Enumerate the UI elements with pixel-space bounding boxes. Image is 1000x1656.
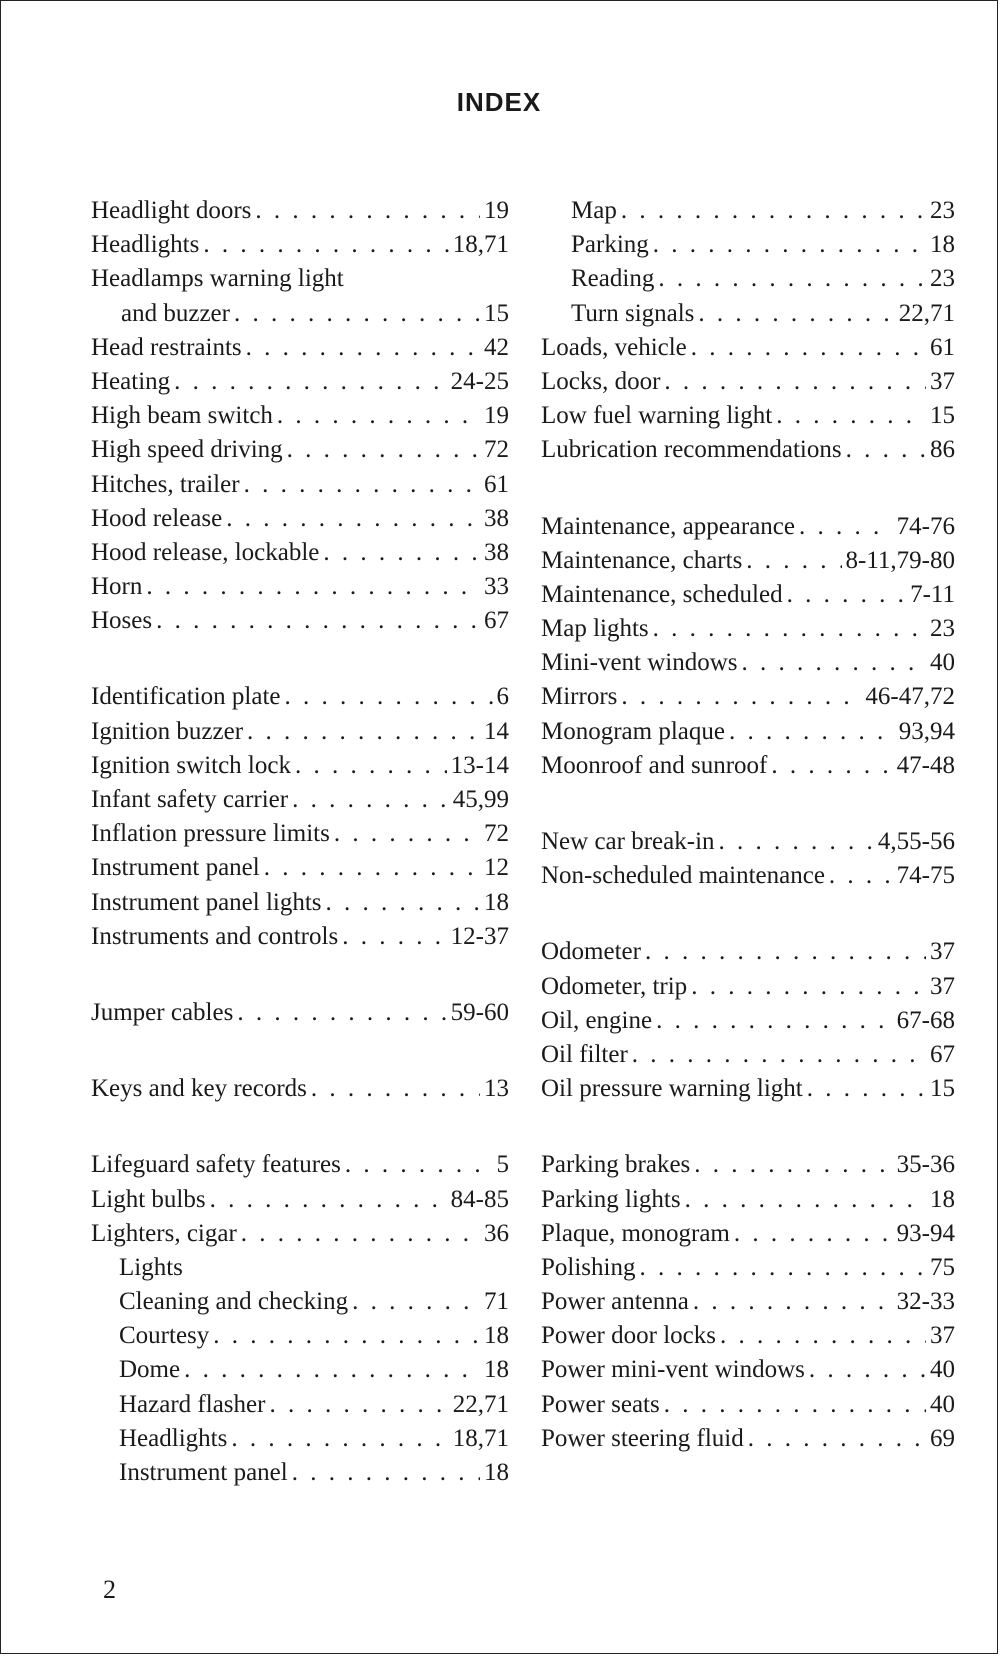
entry-label: Monogram plaque (541, 717, 725, 745)
index-entry (541, 1041, 955, 1075)
index-entry (91, 1356, 509, 1390)
dot-leader (156, 607, 480, 635)
entry-label: Keys and key records (91, 1075, 307, 1103)
entry-label: Mirrors (541, 683, 618, 711)
entry-page-ref: 8-11,79-80 (845, 546, 955, 574)
entry-label: Maintenance, charts (541, 546, 743, 574)
index-entry (541, 752, 955, 786)
dot-leader (799, 513, 893, 541)
index-entry (91, 752, 509, 786)
index-entry (91, 231, 509, 265)
index-entry (541, 1391, 955, 1425)
entry-page-ref: 18 (484, 1356, 509, 1384)
entry-label: Hood release, lockable (91, 538, 320, 566)
dot-leader (719, 828, 874, 856)
entry-page-ref: 15 (484, 299, 509, 327)
index-entry (541, 1186, 955, 1220)
entry-page-ref: 72 (484, 436, 509, 464)
section-gap (541, 786, 955, 828)
dot-leader (694, 1151, 892, 1179)
entry-label: Locks, door (541, 367, 661, 395)
entry-page-ref: 13-14 (450, 751, 509, 779)
dot-leader (746, 547, 841, 575)
dot-leader (639, 1254, 926, 1282)
entry-label: Power seats (541, 1390, 660, 1418)
section-gap (541, 896, 955, 938)
entry-page-ref: 67-68 (896, 1006, 955, 1034)
index-entry (541, 1075, 955, 1109)
entry-label: Power mini-vent windows (541, 1356, 805, 1384)
index-entry (541, 513, 955, 547)
dot-leader (326, 889, 480, 917)
index-entry (541, 402, 955, 436)
entry-page-ref: 12 (484, 854, 509, 882)
entry-label: Instrument panel (119, 1459, 288, 1486)
entry-page-ref: 59-60 (450, 998, 509, 1026)
index-entry (541, 1322, 955, 1356)
entry-label: Instruments and controls (91, 922, 339, 950)
index-entry (91, 436, 509, 470)
entry-label: Head restraints (91, 333, 242, 361)
entry-page-ref: 19 (484, 402, 509, 430)
dot-leader (277, 402, 480, 430)
entry-page-ref: 93,94 (898, 717, 955, 745)
dot-leader (292, 786, 449, 814)
dot-leader (244, 471, 480, 499)
dot-leader (255, 197, 480, 225)
entry-label: and buzzer (121, 299, 230, 327)
dot-leader (748, 1425, 926, 1453)
entry-label: Headlights (119, 1424, 228, 1452)
dot-leader (226, 505, 480, 533)
index-entry (91, 999, 509, 1033)
index-entry (91, 820, 509, 854)
entry-label: Headlights (91, 231, 200, 259)
entry-page-ref: 61 (930, 333, 955, 361)
entry-label: Moonroof and sunroof (541, 751, 768, 779)
dot-leader (693, 1288, 893, 1316)
entry-label: Reading (571, 265, 655, 293)
entry-page-ref: 6 (496, 683, 509, 711)
index-entry (541, 615, 955, 649)
index-entry (541, 683, 955, 717)
entry-label: Ignition switch lock (91, 751, 291, 779)
index-entry (541, 973, 955, 1007)
entry-page-ref: 22,71 (898, 299, 955, 327)
index-entry (91, 265, 509, 299)
section-gap (91, 1033, 509, 1075)
index-column-right (541, 197, 955, 1459)
entry-page-ref: 74-75 (896, 862, 955, 890)
entry-page-ref: 22,71 (452, 1390, 509, 1418)
index-entry (541, 300, 955, 334)
entry-label: High speed driving (91, 436, 283, 464)
entry-page-ref: 18,71 (452, 1424, 509, 1452)
dot-leader (621, 197, 926, 225)
section-gap (91, 641, 509, 683)
dot-leader (742, 649, 926, 677)
entry-label: Identification plate (91, 683, 281, 711)
entry-page-ref: 38 (484, 538, 509, 566)
entry-page-ref: 4,55-56 (877, 828, 955, 855)
entry-label: Courtesy (119, 1322, 210, 1350)
entry-page-ref: 18 (484, 888, 509, 916)
entry-page-ref: 45,99 (452, 786, 509, 813)
index-entry (91, 1425, 509, 1459)
index-entry (91, 683, 509, 717)
dot-leader (295, 752, 447, 780)
entry-page-ref: 18,71 (452, 231, 509, 259)
index-entry (541, 1288, 955, 1322)
dot-leader (292, 1459, 480, 1487)
entry-page-ref: 37 (930, 367, 955, 395)
dot-leader (685, 1186, 926, 1214)
entry-label: Parking (571, 231, 649, 259)
index-entry (91, 1186, 509, 1220)
entry-page-ref: 18 (930, 231, 955, 259)
dot-leader (334, 820, 480, 848)
entry-label: Instrument panel (91, 854, 260, 882)
index-entry (541, 1151, 955, 1185)
entry-label: Maintenance, appearance (541, 512, 796, 540)
index-entry (91, 539, 509, 573)
dot-leader (146, 573, 480, 601)
entry-label: Power door locks (541, 1322, 716, 1350)
entry-page-ref: 19 (484, 197, 509, 224)
index-entry (541, 1356, 955, 1390)
index-entry (541, 862, 955, 896)
index-entry (91, 1254, 509, 1288)
entry-page-ref: 74-76 (896, 512, 955, 540)
index-entry (541, 547, 955, 581)
dot-leader (231, 1425, 448, 1453)
dot-leader (829, 862, 893, 890)
entry-page-ref: 12-37 (450, 922, 509, 950)
dot-leader (247, 718, 480, 746)
entry-page-ref: 23 (930, 615, 955, 643)
entry-page-ref: 35-36 (896, 1151, 955, 1179)
entry-page-ref: 18 (484, 1459, 509, 1486)
dot-leader (203, 231, 448, 259)
dot-leader (311, 1075, 480, 1103)
entry-label: Headlamps warning light (91, 265, 344, 293)
entry-page-ref: 37 (930, 972, 955, 1000)
dot-leader (776, 402, 926, 430)
dot-leader (234, 300, 480, 328)
index-entry (91, 1459, 509, 1493)
dot-leader (213, 1322, 480, 1350)
dot-leader (621, 683, 861, 711)
dot-leader (285, 683, 493, 711)
page-title: INDEX (456, 87, 542, 117)
dot-leader (664, 1391, 926, 1419)
entry-page-ref: 93-94 (896, 1219, 955, 1247)
entry-label: Loads, vehicle (541, 333, 687, 361)
index-entry (91, 334, 509, 368)
entry-label: Hitches, trailer (91, 470, 240, 498)
entry-page-ref: 37 (930, 938, 955, 966)
index-entry (541, 334, 955, 368)
entry-page-ref: 69 (930, 1424, 955, 1452)
dot-leader (174, 368, 447, 396)
section-gap (91, 1109, 509, 1151)
entry-page-ref: 37 (930, 1322, 955, 1350)
entry-page-ref: 40 (930, 1356, 955, 1384)
section-gap (91, 957, 509, 999)
index-entry (541, 1254, 955, 1288)
entry-label: Power steering fluid (541, 1424, 744, 1452)
entry-page-ref: 32-33 (896, 1288, 955, 1316)
index-entry (541, 368, 955, 402)
index-entry (91, 718, 509, 752)
entry-page-ref: 13 (484, 1075, 509, 1103)
dot-leader (287, 436, 480, 464)
entry-page-ref: 5 (496, 1151, 509, 1179)
index-entry (541, 1425, 955, 1459)
entry-label: Lubrication recommendations (541, 436, 842, 464)
entry-page-ref: 75 (930, 1253, 955, 1281)
entry-label: Map lights (541, 615, 649, 643)
dot-leader (809, 1356, 926, 1384)
entry-page-ref: 40 (930, 649, 955, 677)
index-entry (91, 1322, 509, 1356)
index-entry (91, 368, 509, 402)
dot-leader (658, 265, 926, 293)
entry-label: Low fuel warning light (541, 402, 773, 430)
entry-label: Non-scheduled maintenance (541, 862, 825, 890)
index-entry (91, 402, 509, 436)
dot-leader (184, 1356, 480, 1384)
entry-label: Heating (91, 367, 171, 395)
index-entry (541, 938, 955, 972)
entry-page-ref: 18 (930, 1185, 955, 1213)
index-entry (91, 854, 509, 888)
page-number: 2 (103, 1575, 116, 1604)
index-entry (541, 436, 955, 470)
entry-label: Map (571, 197, 617, 224)
entry-label: Lifeguard safety features (91, 1151, 341, 1179)
entry-label: Light bulbs (91, 1185, 206, 1213)
dot-leader (342, 923, 446, 951)
index-entry (91, 197, 509, 231)
entry-label: Parking lights (541, 1185, 681, 1213)
entry-label: High beam switch (91, 402, 273, 430)
entry-label: Ignition buzzer (91, 717, 244, 745)
entry-label: Parking brakes (541, 1151, 691, 1179)
entry-label: Dome (119, 1356, 181, 1384)
entry-label: Horn (91, 573, 143, 601)
entry-page-ref: 86 (930, 436, 955, 464)
index-entry (541, 718, 955, 752)
entry-page-ref: 18 (484, 1322, 509, 1350)
entry-page-ref: 36 (484, 1219, 509, 1247)
entry-label: Hood release (91, 504, 223, 532)
entry-label: Hoses (91, 607, 153, 635)
entry-page-ref: 24-25 (450, 367, 509, 395)
entry-label: Instrument panel lights (91, 888, 322, 916)
dot-leader (264, 854, 480, 882)
dot-leader (246, 334, 480, 362)
dot-leader (664, 368, 926, 396)
entry-page-ref: 38 (484, 504, 509, 532)
index-entry (91, 505, 509, 539)
index-entry (91, 471, 509, 505)
dot-leader (734, 1220, 893, 1248)
index-entry (91, 573, 509, 607)
entry-label: Oil pressure warning light (541, 1075, 803, 1103)
dot-leader (729, 718, 895, 746)
dot-leader (645, 938, 926, 966)
dot-leader (698, 300, 894, 328)
index-entry (91, 1391, 509, 1425)
index-entry (541, 231, 955, 265)
entry-label: Maintenance, scheduled (541, 580, 783, 608)
entry-label: Cleaning and checking (119, 1288, 349, 1316)
index-entry (91, 1220, 509, 1254)
entry-page-ref: 23 (930, 265, 955, 293)
section-gap (541, 1109, 955, 1151)
dot-leader (345, 1151, 493, 1179)
dot-leader (771, 752, 892, 780)
entry-page-ref: 40 (930, 1390, 955, 1418)
entry-label: Hazard flasher (119, 1390, 266, 1418)
entry-page-ref: 46-47,72 (865, 683, 955, 711)
index-column-left (91, 197, 509, 1493)
index-entry (91, 607, 509, 641)
index-entry (541, 828, 955, 862)
entry-page-ref: 72 (484, 820, 509, 848)
dot-leader (691, 334, 926, 362)
index-entry (541, 1007, 955, 1041)
dot-leader (653, 231, 926, 259)
index-entry (541, 1220, 955, 1254)
entry-label: Oil filter (541, 1040, 628, 1068)
entry-label: Oil, engine (541, 1006, 653, 1034)
entry-page-ref: 33 (484, 573, 509, 601)
index-entry (541, 581, 955, 615)
entry-page-ref: 61 (484, 470, 509, 498)
dot-leader (632, 1041, 926, 1069)
entry-label: Mini-vent windows (541, 649, 738, 677)
index-entry (91, 923, 509, 957)
dot-leader (787, 581, 907, 609)
dot-leader (720, 1322, 926, 1350)
entry-label: Lighters, cigar (91, 1219, 237, 1247)
entry-label: Lights (119, 1253, 183, 1281)
dot-leader (323, 539, 480, 567)
dot-leader (807, 1075, 926, 1103)
index-entry (541, 649, 955, 683)
entry-label: Odometer (541, 938, 641, 966)
entry-label: Inflation pressure limits (91, 820, 330, 848)
entry-label: Headlight doors (91, 197, 252, 224)
entry-page-ref: 23 (930, 197, 955, 224)
index-entry (91, 786, 509, 820)
dot-leader (241, 1220, 480, 1248)
index-entry (91, 300, 509, 334)
dot-leader (352, 1288, 480, 1316)
dot-leader (210, 1186, 447, 1214)
entry-page-ref: 15 (930, 402, 955, 430)
section-gap (541, 471, 955, 513)
entry-label: Odometer, trip (541, 972, 688, 1000)
entry-page-ref: 67 (484, 607, 509, 635)
index-entry (91, 889, 509, 923)
entry-page-ref: 42 (484, 333, 509, 361)
entry-page-ref: 15 (930, 1075, 955, 1103)
dot-leader (656, 1007, 893, 1035)
dot-leader (269, 1391, 448, 1419)
index-entry (91, 1075, 509, 1109)
entry-page-ref: 14 (484, 717, 509, 745)
entry-page-ref: 71 (484, 1288, 509, 1316)
entry-label: Turn signals (571, 299, 695, 327)
entry-page-ref: 7-11 (910, 580, 955, 608)
entry-label: Infant safety carrier (91, 786, 289, 813)
index-entry (541, 197, 955, 231)
entry-label: Polishing (541, 1253, 636, 1281)
entry-label: Jumper cables (91, 998, 234, 1026)
entry-page-ref: 84-85 (450, 1185, 509, 1213)
entry-label: New car break-in (541, 828, 715, 855)
entry-page-ref: 67 (930, 1040, 955, 1068)
entry-label: Plaque, monogram (541, 1219, 730, 1247)
dot-leader (237, 999, 446, 1027)
index-entry (91, 1151, 509, 1185)
dot-leader (653, 615, 926, 643)
entry-page-ref: 47-48 (896, 751, 955, 779)
index-entry (91, 1288, 509, 1322)
entry-label: Power antenna (541, 1288, 689, 1316)
dot-leader (691, 973, 926, 1001)
dot-leader (846, 436, 926, 464)
index-entry (541, 265, 955, 299)
